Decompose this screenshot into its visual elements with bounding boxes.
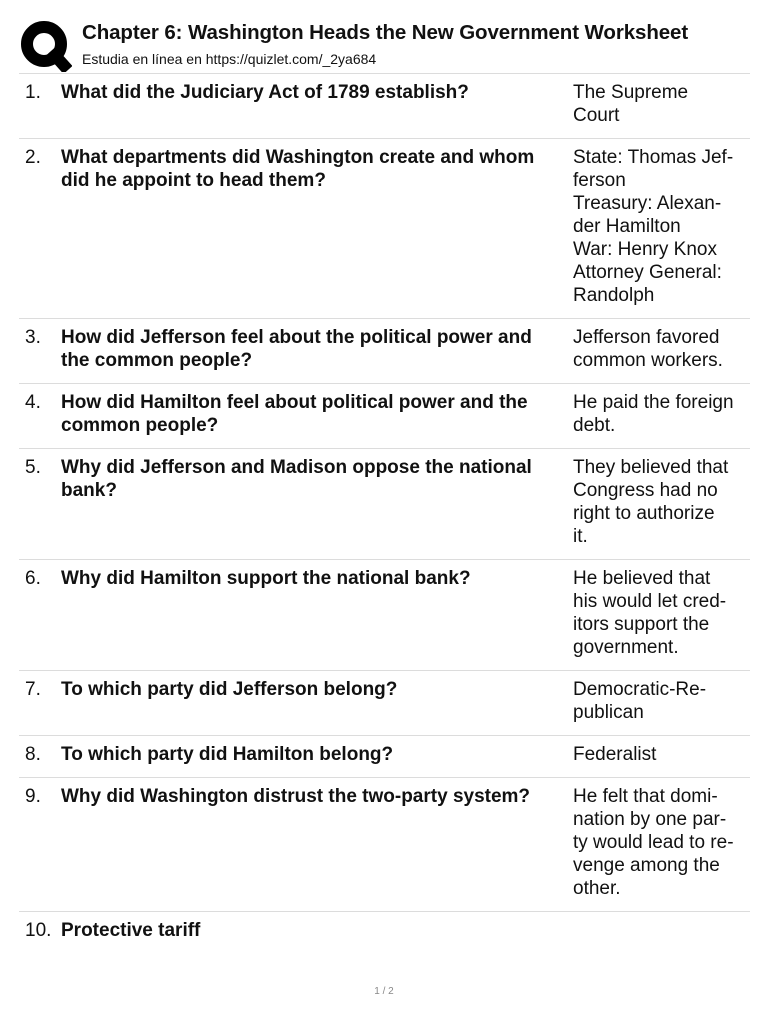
item-number: 1. — [25, 82, 41, 103]
table-row — [19, 74, 750, 139]
question-text: What did the Judiciary Act of 1789 establish? — [61, 82, 469, 103]
question-text: Why did Washington distrust the two-party system? — [61, 786, 531, 807]
page-header — [20, 16, 750, 72]
page-title: Chapter 6: Washington Heads the New Government Worksheet — [82, 21, 689, 44]
item-number: 3. — [25, 327, 41, 348]
question-text: What departments did Washington create and whom did he appoint to head them? — [61, 147, 535, 191]
table-row — [19, 912, 750, 953]
table-row — [19, 139, 750, 319]
table-row — [19, 384, 750, 449]
answer-text: He believed that his would let cred- itors support the government. — [573, 568, 727, 658]
worksheet-table — [19, 73, 750, 952]
item-number: 7. — [25, 679, 41, 700]
question-text: How did Hamilton feel about political power and the common people? — [61, 392, 528, 436]
table-row — [19, 449, 750, 560]
item-number: 6. — [25, 568, 41, 589]
question-text: How did Jefferson feel about the political power and the common people? — [61, 327, 532, 371]
item-number: 4. — [25, 392, 41, 413]
table-row — [19, 778, 750, 912]
answer-text: Jefferson favored common workers. — [573, 327, 723, 371]
table-row — [19, 736, 750, 778]
question-text: To which party did Hamilton belong? — [61, 744, 394, 765]
question-text: Protective tariff — [61, 920, 201, 941]
answer-text: The Supreme Court — [573, 82, 689, 126]
question-text: To which party did Jefferson belong? — [61, 679, 398, 700]
answer-text — [573, 912, 750, 953]
table-row — [19, 560, 750, 671]
question-text: Why did Hamilton support the national bank? — [61, 568, 471, 589]
page-indicator: 1 / 2 — [374, 986, 394, 997]
answer-text: They believed that Congress had no right to authorize it. — [573, 457, 729, 547]
item-number: 8. — [25, 744, 41, 765]
item-number: 10. — [25, 920, 52, 941]
answer-text: Democratic-Re- publican — [573, 679, 707, 723]
study-online-link[interactable]: Estudia en línea en https://quizlet.com/_2ya684 — [82, 51, 377, 67]
quizlet-logo-icon — [20, 20, 72, 72]
answer-text: He paid the foreign debt. — [573, 392, 734, 436]
answer-text: He felt that domi- nation by one par- ty would lead to re- venge among the other. — [573, 786, 734, 899]
table-row — [19, 319, 750, 384]
table-row — [19, 671, 750, 736]
answer-text: Federalist — [573, 744, 657, 765]
item-number: 9. — [25, 786, 41, 807]
item-number: 2. — [25, 147, 41, 168]
item-number: 5. — [25, 457, 41, 478]
question-text: Why did Jefferson and Madison oppose the national bank? — [61, 457, 532, 501]
answer-text: State: Thomas Jef- ferson Treasury: Alexan- der Hamilton War: Henry Knox Attorney General: Randolph — [573, 147, 734, 306]
